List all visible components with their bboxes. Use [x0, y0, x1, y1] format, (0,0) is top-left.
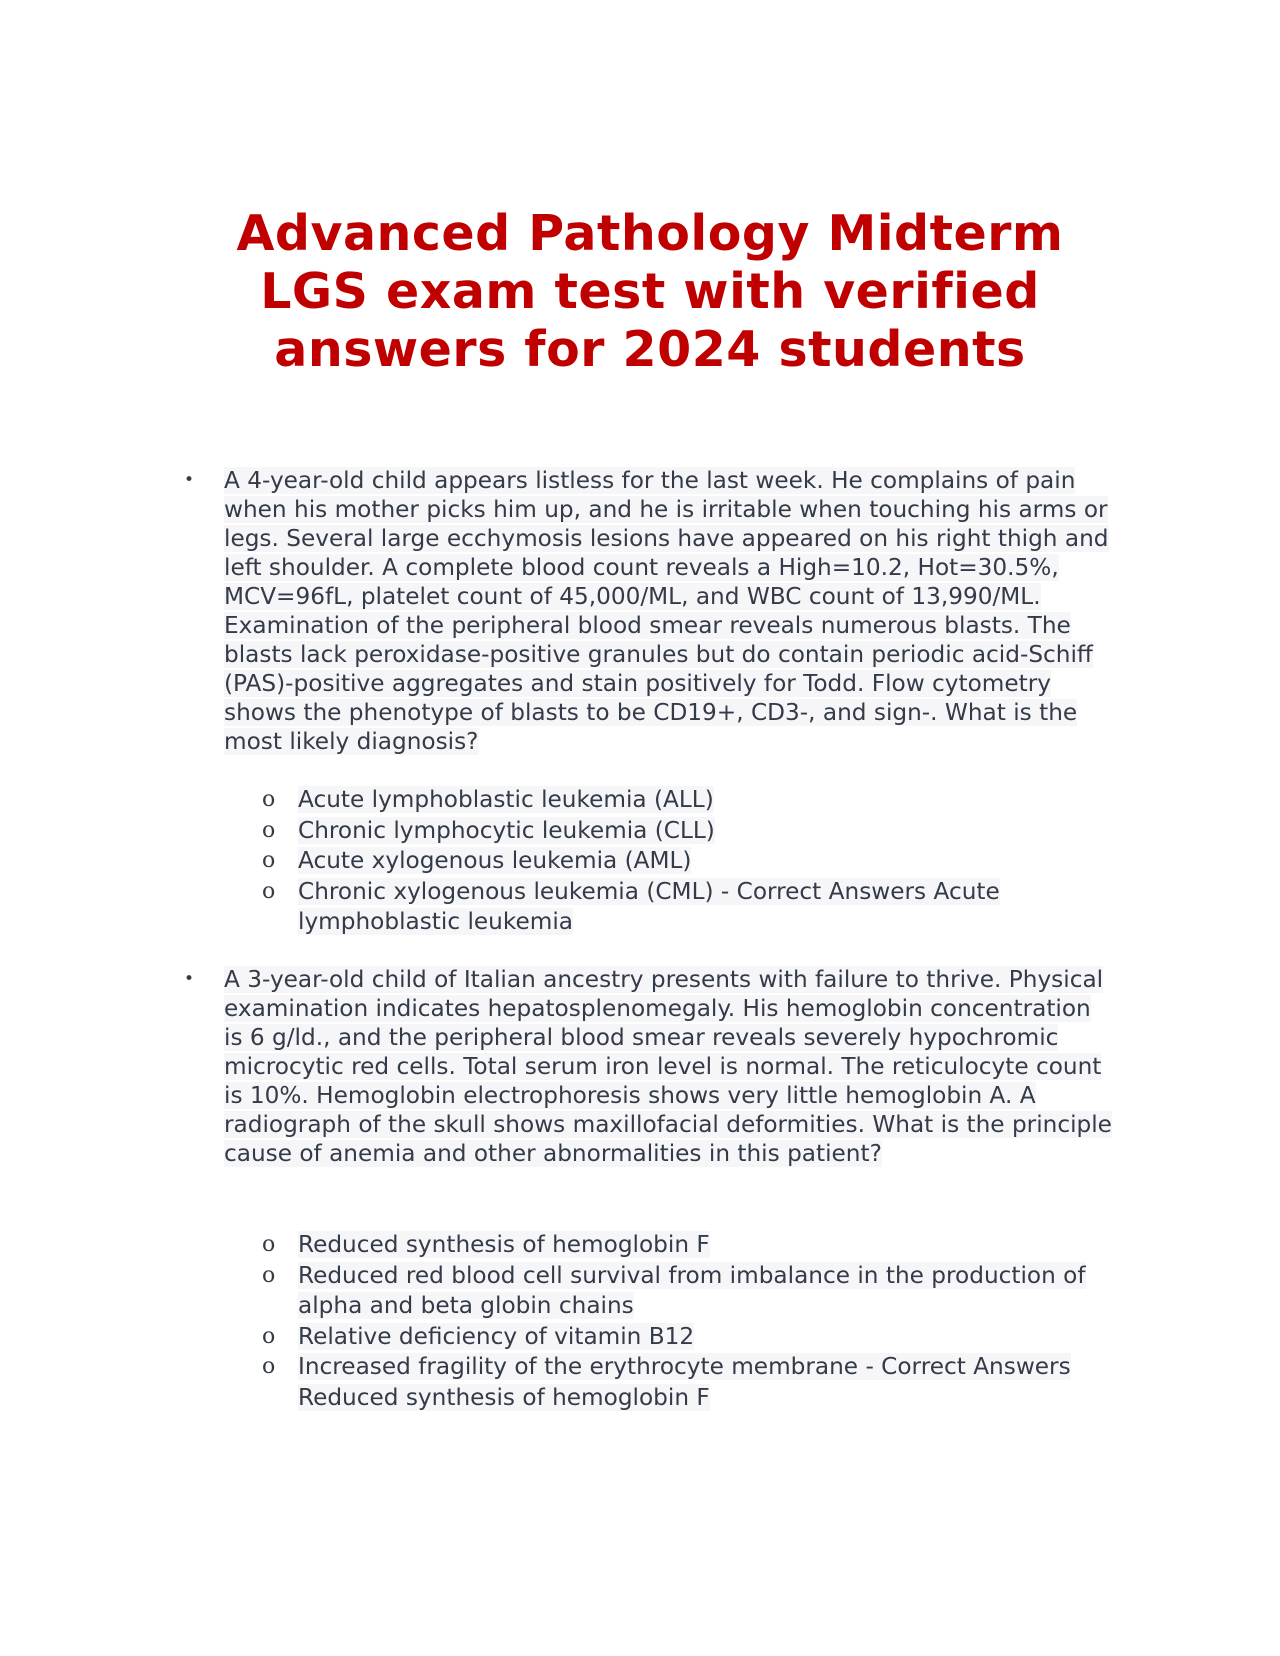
answer-option [0, 1322, 1280, 1353]
answer-option-text: Relative deficiency of vitamin B12 [298, 1322, 695, 1350]
answer-options [0, 1230, 1280, 1413]
option-marker: o [262, 1323, 276, 1349]
question-stem-text: A 4-year-old child appears listless for the last week. He complains of pain when his mother picks him up, and he is irritable when touching his arms or legs. Several large ecchymosis lesions have appeared on his right thigh and left shoulder. A complete blood count reveals a High=10.2, Hot=30.5%, MCV=96fL, platelet count of 45,000/ML, and WBC count of 13,990/ML. Examination of the peripheral blood smear reveals numerous blasts. The blasts lack peroxidase-positive granules but do contain periodic acid-Schiff (PAS)-positive aggregates and stain positively for Todd. Flow cytometry shows the phenotype of blasts to be CD19+, CD3-, and sign-. What is the most likely diagnosis? [224, 467, 1109, 755]
option-marker: o [262, 1354, 276, 1379]
answer-option [0, 816, 1280, 847]
answer-option-text: Increased fragility of the erythrocyte membrane - Correct Answers Reduced synthesis of hemoglobin F [298, 1353, 1071, 1411]
option-marker: o [262, 878, 276, 904]
bullet-icon: • [184, 470, 195, 490]
answer-option-text: Reduced synthesis of hemoglobin F [298, 1231, 710, 1258]
answer-option [0, 1352, 1280, 1413]
answer-option [0, 1261, 1280, 1322]
option-marker: o [262, 1262, 276, 1288]
option-marker: o [262, 787, 276, 812]
bullet-icon: • [184, 969, 195, 989]
answer-option-text: Chronic lymphocytic leukemia (CLL) [298, 816, 715, 844]
option-marker: o [262, 817, 276, 843]
question-stem [224, 965, 1114, 1168]
answer-option [0, 877, 1280, 938]
answer-option [0, 846, 1280, 877]
answer-option-text: Acute lymphoblastic leukemia (ALL) [298, 786, 714, 813]
answer-options [0, 785, 1280, 938]
option-marker: o [262, 1232, 276, 1257]
answer-option-text: Reduced red blood cell survival from imbalance in the production of alpha and beta globin chains [298, 1261, 1086, 1319]
answer-option-text: Chronic xylogenous leukemia (CML) - Correct Answers Acute lymphoblastic leukemia [298, 877, 1000, 935]
option-marker: o [262, 848, 276, 873]
question-stem [224, 466, 1114, 756]
answer-option [0, 1230, 1280, 1261]
document-title: Advanced Pathology Midterm LGS exam test with verified answers for 2024 students [236, 205, 1064, 378]
answer-option [0, 785, 1280, 816]
answer-option-text: Acute xylogenous leukemia (AML) [298, 847, 692, 874]
question-stem-text: A 3-year-old child of Italian ancestry presents with failure to thrive. Physical examination indicates hepatosplenomegaly. His hemoglobin concentration is 6 g/ld., and the peripheral blood smear reveals severely hypochromic microcytic red cells. Total serum iron level is normal. The reticulocyte count is 10%. Hemoglobin electrophoresis shows very little hemoglobin A. A radiograph of the skull shows maxillofacial deformities. What is the principle cause of anemia and other abnormalities in this patient? [224, 966, 1112, 1167]
